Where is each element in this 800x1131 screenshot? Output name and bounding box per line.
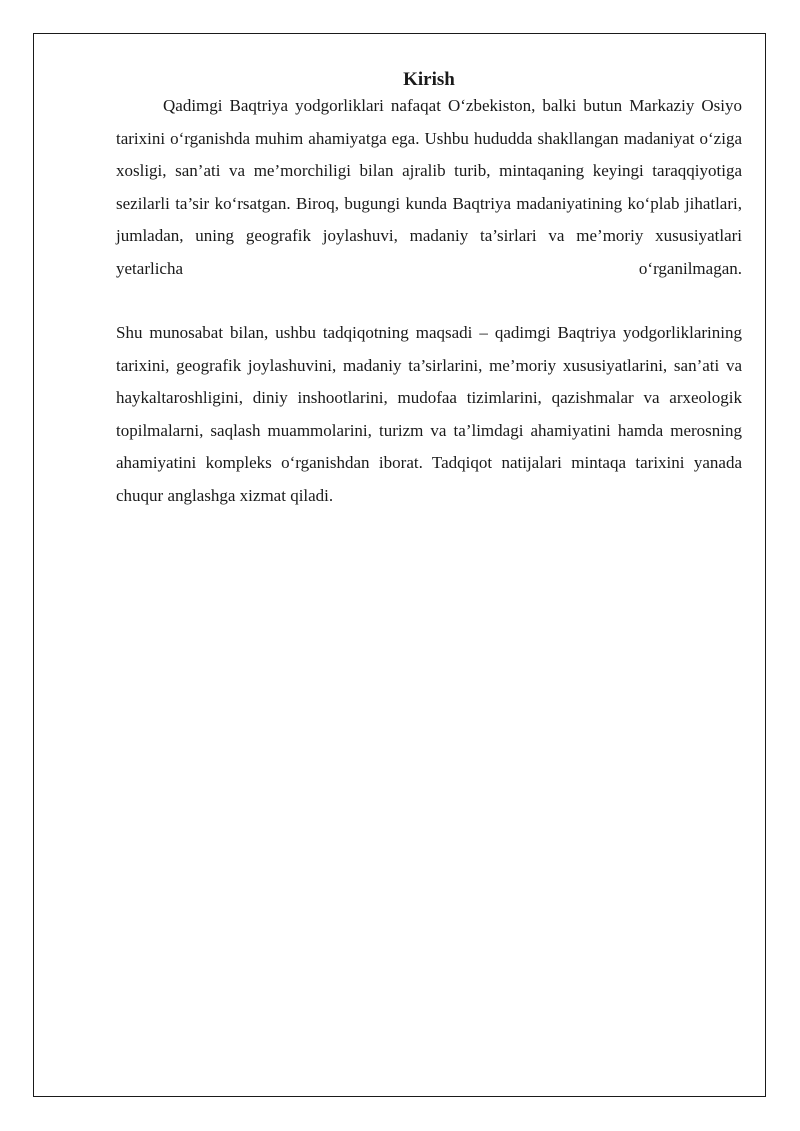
document-title: Kirish	[403, 69, 455, 90]
paragraph-purpose: Shu munosabat bilan, ushbu tadqiqotning maqsadi – qadimgi Baqtriya yodgorliklarining tarixini, geografik joylashuvini, madaniy ta’sirlarini, me’moriy xususiyatlarini, san’ati va haykaltaroshligini, diniy inshootlarini, mudofaa tizimlarini, qazishmalar va arxeologik topilmalarni, saqlash muammolarini, turizm va ta’limdagi ahamiyatini hamda merosning ahamiyatini kompleks o‘rganishdan iborat. Tadqiqot natijalari mintaqa tarixini yanada chuqur anglashga xizmat qiladi.	[116, 323, 742, 505]
document-body	[116, 70, 742, 512]
paragraph-intro: Qadimgi Baqtriya yodgorliklari nafaqat O‘zbekiston, balki butun Markaziy Osiyo tarixini o‘rganishda muhim ahamiyatga ega. Ushbu hududda shakllangan madaniyat o‘ziga xosligi, san’ati va me’morchiligi bilan ajralib turib, mintaqaning keyingi taraqqiyotiga sezilarli ta’sir ko‘rsatgan. Biroq, bugungi kunda Baqtriya madaniyatining ko‘plab jihatlari, jumladan, uning geografik joylashuvi, madaniy ta’sirlari va me’moriy xususiyatlari yetarlicha o‘rganilmagan.	[116, 96, 742, 278]
